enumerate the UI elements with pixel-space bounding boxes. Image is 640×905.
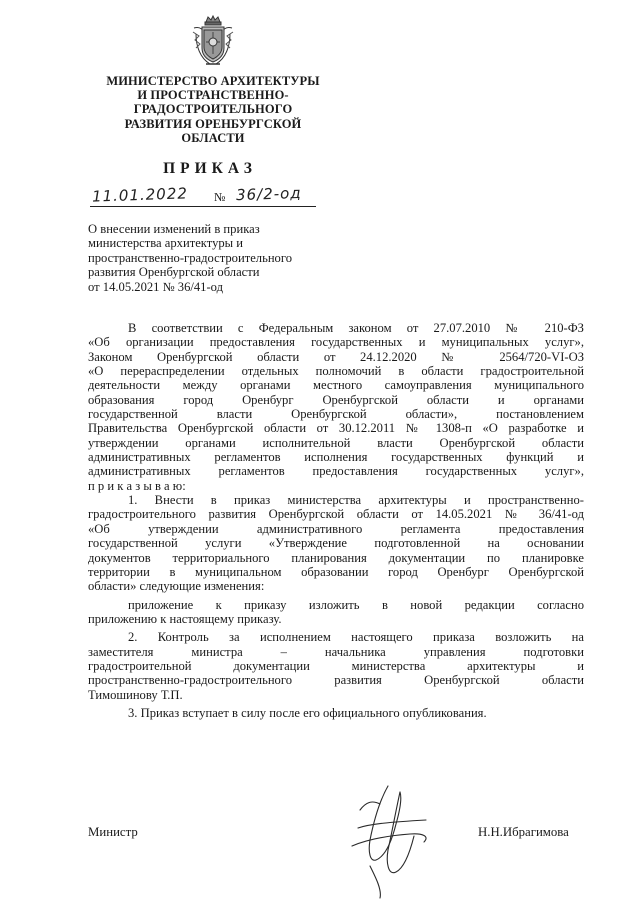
body-line: Правительства Оренбургской области от 30.12.2011 № 1308-п «О разработке и	[88, 421, 584, 436]
item1-line: государственной услуги «Утверждение подготовленной на основании	[88, 536, 584, 551]
item1-sub-line: приложению к настоящему приказу.	[88, 611, 282, 626]
ministry-line: МИНИСТЕРСТВО АРХИТЕКТУРЫ	[106, 74, 320, 88]
subject-line: развития Оренбургской области	[88, 265, 260, 280]
ministry-line: ОБЛАСТИ	[181, 130, 245, 145]
ministry-line: И ПРОСТРАНСТВЕННО-	[137, 88, 289, 103]
body-line: административных регламентов предоставления государственных услуг»,	[88, 464, 584, 479]
handwritten-signature-icon	[330, 780, 450, 900]
body-line: административных регламентов исполнения государственных функций и	[88, 450, 584, 465]
ministry-line: ГРАДОСТРОИТЕЛЬНОГО	[133, 102, 293, 117]
item1-line: «Об утверждении административного регламента предоставления	[88, 521, 584, 536]
orenburg-coat-of-arms-icon	[190, 14, 236, 68]
item2-line: Тимошинову Т.П.	[88, 687, 183, 702]
order-body	[88, 321, 584, 720]
body-line: утверждении органами исполнительной власти Оренбургской области	[88, 435, 584, 450]
signer-title: Министр	[88, 825, 138, 839]
body-line: «О перераспределении отдельных полномочий в области градостроительной	[88, 364, 584, 379]
order-number: 36/2-од	[235, 183, 302, 205]
item3-line: 3. Приказ вступает в силу после его официального опубликования.	[128, 705, 487, 720]
item1-line: градостроительного развития Оренбургской области от 14.05.2021 № 36/41-од	[88, 507, 584, 522]
body-line: Законом Оренбургской области от 24.12.2020 № 2564/720-VI-ОЗ	[88, 349, 584, 364]
body-line: образования город Оренбург Оренбургской области и органами	[88, 392, 584, 407]
item1-line: области» следующие изменения:	[88, 579, 265, 594]
item1-line: 1. Внести в приказ министерства архитектуры и пространственно-	[128, 493, 584, 508]
subject-line: О внесении изменений в приказ	[88, 222, 260, 236]
date-underline	[90, 206, 316, 207]
body-line: В соответствии с Федеральным законом от 27.07.2010 № 210-ФЗ	[128, 321, 584, 335]
ministry-line: РАЗВИТИЯ ОРЕНБУРГСКОЙ	[124, 116, 302, 131]
order-date-number	[90, 183, 320, 210]
subject-line: министерства архитектуры и	[88, 236, 244, 251]
body-line: деятельности между органами местного самоуправления муниципального	[88, 378, 584, 393]
item2-line: заместителя министра – начальника управления подготовки	[88, 644, 584, 659]
order-subject	[88, 222, 348, 294]
signer-name: Н.Н.Ибрагимова	[478, 825, 569, 839]
item2-line: градостроительной документации министерства архитектуры и	[88, 658, 584, 673]
item2-line: пространственно-градостроительного развития Оренбургской области	[88, 673, 584, 688]
body-line: государственной власти Оренбургской области», постановлением	[88, 407, 584, 422]
item2-line: 2. Контроль за исполнением настоящего приказа возложить на	[128, 630, 584, 645]
ministry-name	[88, 74, 338, 145]
order-word: п р и к а з ы в а ю:	[88, 478, 186, 493]
item1-sub-line: приложение к приказу изложить в новой редакции согласно	[128, 597, 584, 612]
item1-line: территории в муниципальном образовании город Оренбург Оренбургской	[88, 564, 584, 579]
item1-line: документов территориального планирования документации по планировке	[88, 550, 584, 565]
subject-line: пространственно-градостроительного	[88, 250, 293, 265]
subject-line: от 14.05.2021 № 36/41-од	[88, 279, 223, 294]
number-sign: №	[214, 190, 226, 204]
order-date: 11.01.2022	[91, 184, 189, 206]
body-line: «Об организации предоставления государственных и муниципальных услуг»,	[88, 335, 584, 350]
document-type-title: ПРИКАЗ	[163, 160, 257, 177]
